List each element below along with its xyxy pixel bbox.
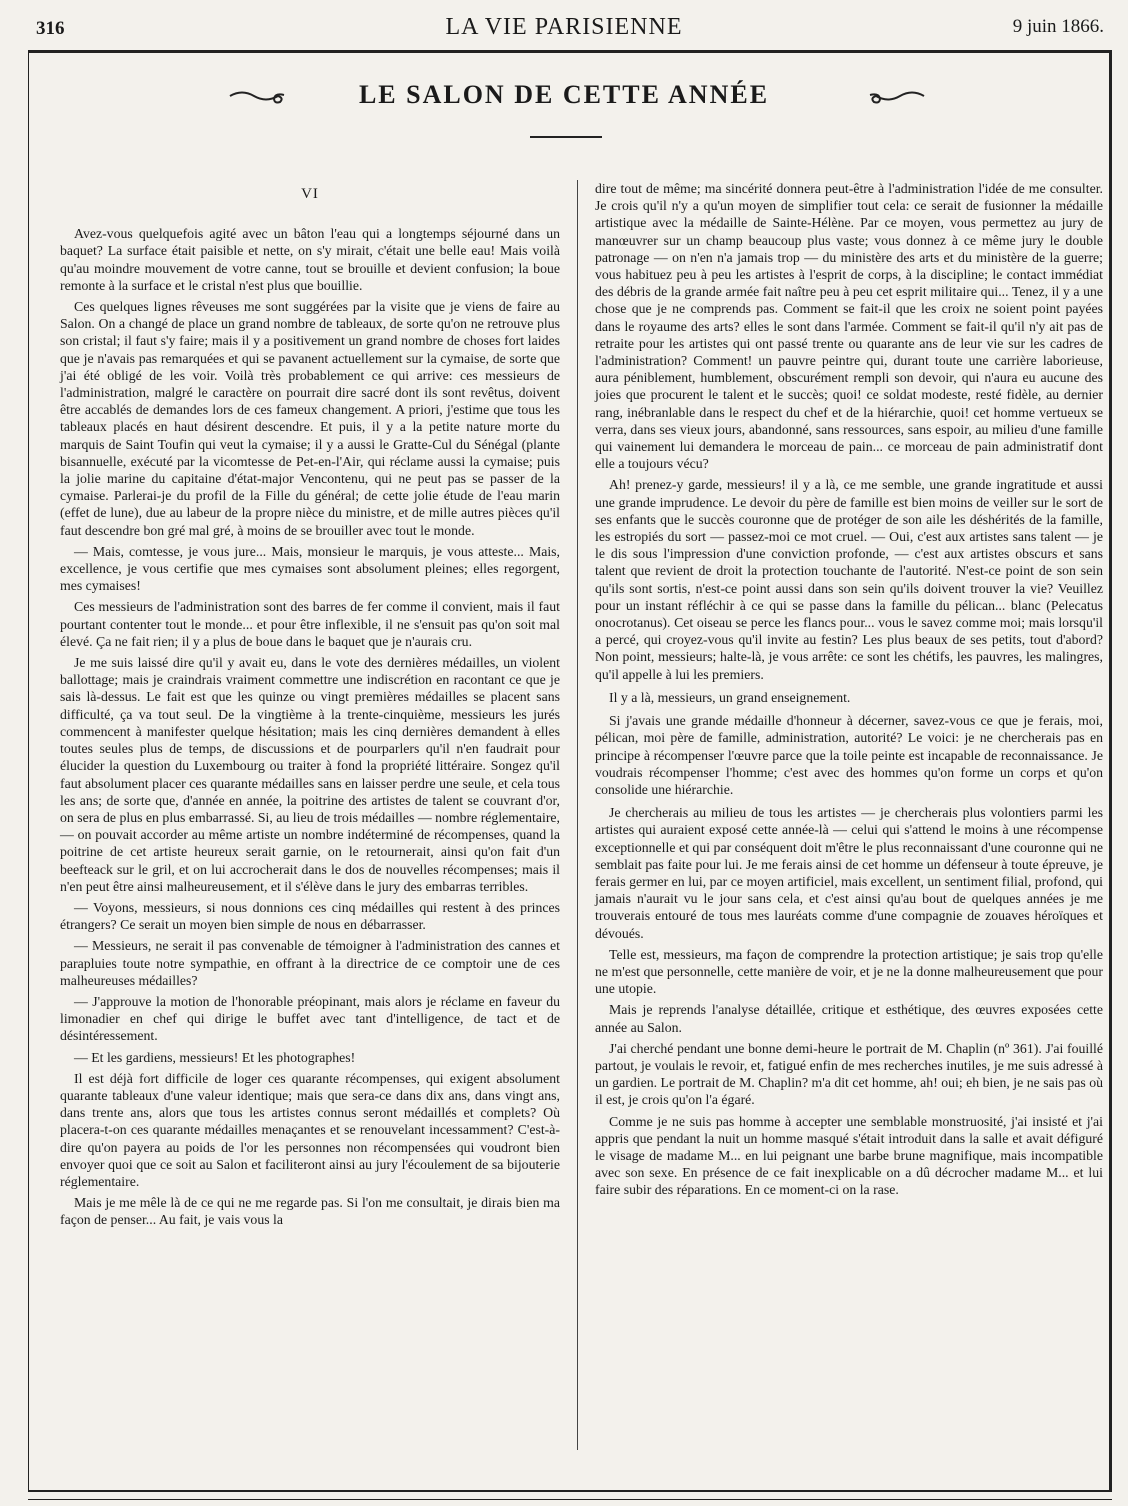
right-flourish-ornament [866,86,926,106]
left-column [60,180,560,1233]
paragraph: Telle est, messieurs, ma façon de comprendre la protection artistique; je sais trop qu'elle ne m'est que personnelle, cette manière de voir, et je ne la donne malheureusement que pour une utopie. [595,946,1104,997]
paragraph: Je chercherais au milieu de tous les artistes — je chercherais plus volontiers parmi les artistes qui auraient exposé cette année-là — celui qui s'attend le moins à une récompense exceptionnelle et qui par conséquent doit m'être le plus reconnaissant d'une couronne qui ne semblait pas faite pour lui. Je me ferais ainsi de cet homme un défenseur à toute épreuve, je ferais germer en lui, par ce moyen artificiel, mais excellent, un sentiment filial, profond, qui jamais n'aurait vu le jour sans cela, et c'est ainsi qu'au bout de quelques années je me trouverais entouré de tous mes lauréats comme d'une compagnie de zouaves héroïques et dévoués. [595,805,1103,941]
title-underline [530,136,602,138]
paragraph: Il y a là, messieurs, un grand enseignement. [609,689,851,705]
issue-date: 9 juin 1866. [1012,16,1104,37]
section-number: VI [301,186,319,202]
paragraph: Si j'avais une grande médaille d'honneur à décerner, savez-vous ce que je ferais, moi, pélican, moi père de famille, administration, autorité? Le voici: je ne chercherais pas en principe à récompenser l'œuvre parce que la toile peinte est incapable de reconnaissance. Je voudrais récompenser l'homme; c'est avec des hommes qu'on forme un corps et qu'on consolide une hiérarchie. [595,713,1103,797]
bottom-rule-thin [28,1499,1112,1500]
paragraph: — J'approuve la motion de l'honorable préopinant, mais alors je réclame en faveur du limonadier en chef qui dirige le buffet avec tant d'intelligence, de tact et de désintéressement. [60,993,560,1044]
paragraph: Ah! prenez-y garde, messieurs! il y a là, ce me semble, une grande ingratitude et aussi une grande imprudence. Le devoir du père de famille est bien moins de veiller sur le sort de ses enfants que le succès couronne que de protéger de son aile les déshérités de la famille, les estropiés du sort — passez-moi ce mot cruel. — Oui, c'est aux artistes sans talent — je le dis sous l'impression d'une conviction profonde, — c'est aux artistes obscurs et sans talent que revient de droit la protection touchante de l'autorité. N'est-ce point de son sein qu'ils sont sortis, n'est-ce point aussi dans son sein qu'ils doivent trouver la vie? Veuillez pour un instant réfléchir à ce qui se passe dans la famille du pélican... blanc (Pelecatus onocrotanus). Cet oiseau se perce les flancs pour... vous le savez comme moi; mais lorsqu'il a percé, qui croyez-vous qu'il invite au festin? Les plus beaux de ses petits, tout d'abord? Non point, messieurs; halte-là, je vous arrête: ce sont les chétifs, les pauvres, les malingres, qu'il appelle à lui les premiers. [595,477,1103,682]
paragraph: Il est déjà fort difficile de loger ces quarante récompenses, qui exigent absolument quarante tableaux d'une valeur identique; mais que sera-ce dans dix ans, dans vingt ans, dans trente ans, alors que tous les artistes connus seront médaillés et complets? Où placera-t-on ces quarante médailles menaçantes et se renouvelant incessamment? C'est-à-dire qu'on payera au poids de l'or les personnes non récompensées qui voudront bien envoyer quoi que ce soit au Salon et faciliteront ainsi au jury l'écoulement de sa bijouterie réglementaire. [60,1070,560,1189]
article-title: LE SALON DE CETTE ANNÉE [358,80,770,109]
column-divider [577,180,578,1450]
paragraph: — Et les gardiens, messieurs! Et les photographes! [74,1049,356,1065]
paragraph: Je me suis laissé dire qu'il y avait eu, dans le vote des dernières médailles, un violent ballottage; mais je craindrais vraiment commettre une indiscrétion en racontant ce que je sais là-dessus. Le fait est que les quinze ou vingt premières médailles se placent sans difficulté, ça va tout seul. De la vingtième à la trente-cinquième, messieurs les jurés commencent à manifester quelque hésitation; mais les cinq dernières demandent à elles toutes seules plus de temps, de discussions et de pourparlers qu'il n'en faudrait pour élucider la question du Luxembourg ou traiter à fond la propriété littéraire. Songez qu'il faut absolument placer ces quarante médailles sans en laisser perdre une seule, et cela tous les ans; de sorte que, d'année en année, la poitrine des artistes de talent se couvrant d'or, on sera de plus en plus embarrassé. Si, au lieu de trois médailles — nombre réglementaire, — on pouvait accorder au même artiste un nombre indéterminé de récompenses, quand la poitrine de cet artiste heureux serait garnie, on le retournerait, ainsi qu'on fait d'un beefteack sur le gril, et on lui accrocherait dans le dos de nouvelles récompenses; mais il n'en peut être ainsi malheureusement, et il s'élève dans le jury des embarras terribles. [60,655,560,894]
right-border [1109,50,1112,1492]
paragraph: — Messieurs, ne serait il pas convenable de témoigner à l'administration des cannes et parapluies toute notre sympathie, en offrant à la directrice de ce comptoir une de ces malheureuses médailles? [60,938,560,988]
paragraph: — Mais, comtesse, je vous jure... Mais, monsieur le marquis, je vous atteste... Mais, excellence, je vous certifie que mes cymaises sont absolument pleines; elles regorgent, mes cymaises! [60,543,560,594]
paragraph: J'ai cherché pendant une bonne demi-heure le portrait de M. Chaplin (nº 361). J'ai fouillé partout, je voulais le revoir, et, fatigué enfin de mes recherches inutiles, je me suis adressé à un gardien. Le portrait de M. Chaplin? m'a dit cet homme, ah! oui; eh bien, je ne sais pas où il est, je crois qu'on l'a égaré. [595,1040,1103,1108]
page-header [18,10,1110,46]
left-border [28,50,29,1492]
publication-title: LA VIE PARISIENNE [445,14,683,40]
paragraph: — Voyons, messieurs, si nous donnions ces cinq médailles qui restent à des princes étrangers? Ce serait un moyen bien simple de nous en débarrasser. [60,899,560,933]
article-title-block [0,80,1128,110]
paragraph: Comme je ne suis pas homme à accepter une semblable monstruosité, j'ai insisté et j'ai appris que pendant la nuit un homme masqué s'était introduit dans la salle et avait défiguré le visage de madame M... en lui peignant une barbe brune magnifique, mais incompatible avec son sexe. En présence de ce fait inexplicable on a dû décrocher madame M... et lui faire subir des réparations. En ce moment-ci on la rase. [595,1113,1103,1198]
paragraph: Avez-vous quelquefois agité avec un bâton l'eau qui a longtemps séjourné dans un baquet? La surface était paisible et nette, on s'y mirait, c'était une belle eau! Mais voilà qu'au moindre mouvement de votre canne, tout se brouille et devient confusion; la boue remonte à la surface et le cristal n'est plus que bouillie. [60,226,560,293]
paragraph: Ces quelques lignes rêveuses me sont suggérées par la visite que je viens de faire au Salon. On a changé de place un grand nombre de tableaux, de sorte qu'on ne retrouve plus son cristal; il faut s'y faire; mais il y a positivement un grand nombre de choses fort laides que je n'avais pas remarquées et qui se pavanent actuellement sur la cymaise, de sorte que j'ai été obligé de les voir. Voilà très probablement ce qui arrive: ces messieurs de l'administration, malgré le caractère on pourrait dire sacré dont ils sont revêtus, doivent être accablés de demandes lors de ces fameux changement. A priori, j'estime que tous les tableaux placés en haut désirent descendre. Et puis, il y a la petite nature morte du marquis de Saint Toufin qui veut la cymaise; il y a aussi le Gratte-Cul du Sénégal (plante bisannuelle, exécuté par la vicomtesse de Pet-en-l'Air, qui réclame aussi la cymaise; puis la jolie marine du capitaine d'état-major Vencontenu, qui ne peut pas se passer de la cymaise. Parlerai-je du profil de la Fille du général; de cette jolie étude de l'eau marin (effet de lune), due au labeur de la propre nièce du ministre, et de mille autres pièces qu'il faut descendre bon gré mal gré, à moins de se brouiller avec tout le monde. [60,299,560,538]
paragraph: Mais je reprends l'analyse détaillée, critique et esthétique, des œuvres exposées cette année au Salon. [595,1002,1103,1035]
header-rule [28,50,1112,53]
paragraph: dire tout de même; ma sincérité donnera peut-être à l'administration l'idée de me consulter. Je crois qu'il n'y a qu'un moyen de simplifier tout cela: ce serait de fusionner la médaille artistique avec la médaille de Sainte-Hélène. Par ce moyen, vous permettez au jury de manœuvrer sur un champ beaucoup plus vaste; vous donnez à ce même jury le double patronage — on n'en n'a jamais trop — du ministère des arts et du ministère de la guerre; vous habituez peu à peu les artistes à l'esprit de corps, à la discipline; le contact immédiat des débris de la grande armée fait naître peu à peu cet esprit militaire qui... Tenez, il y a une chose que je ne comprends pas. Comment se fait-il que les croix ne soient point payées dans le royaume des arts? elles le sont dans l'armée. Comment se fait-il qu'il n'y ait pas de retraite pour les artistes qui ont passé trente ou quarante ans de leur vie sur les cadres de l'administration? Comment! un pauvre peintre qui, durant toute une carrière laborieuse, aura péniblement, humblement, obscurément rempli son devoir, qui n'aura eu aucune des joies que procurent le talent et le succès; quoi! ce soldat modeste, resté fidèle, au dernier rang, inébranlable dans le respect du chef et de la hiérarchie, quoi! cet homme vertueux se verra, dans ses vieux jours, abandonné, sans ressources, sans espoir, au milieu d'une famille qui vainement lui demandera le morceau de pain... ce morceau de pain administratif dont elle a toujours vécu? [595,181,1103,472]
bottom-rule [28,1490,1112,1492]
paragraph: Mais je me mêle là de ce qui ne me regarde pas. Si l'on me consultait, je dirais bien ma façon de penser... Au fait, je vais vous la [60,1195,560,1228]
right-column [595,180,1103,1203]
page-number: 316 [36,18,65,39]
paragraph: Ces messieurs de l'administration sont des barres de fer comme il convient, mais il faut pourtant contenter tout le monde... et pour être inflexible, il ne s'ensuit pas qu'on soit mal élevé. Ça ne fait rien; il y a plus de boue dans le baquet que je n'aurais cru. [60,599,560,649]
